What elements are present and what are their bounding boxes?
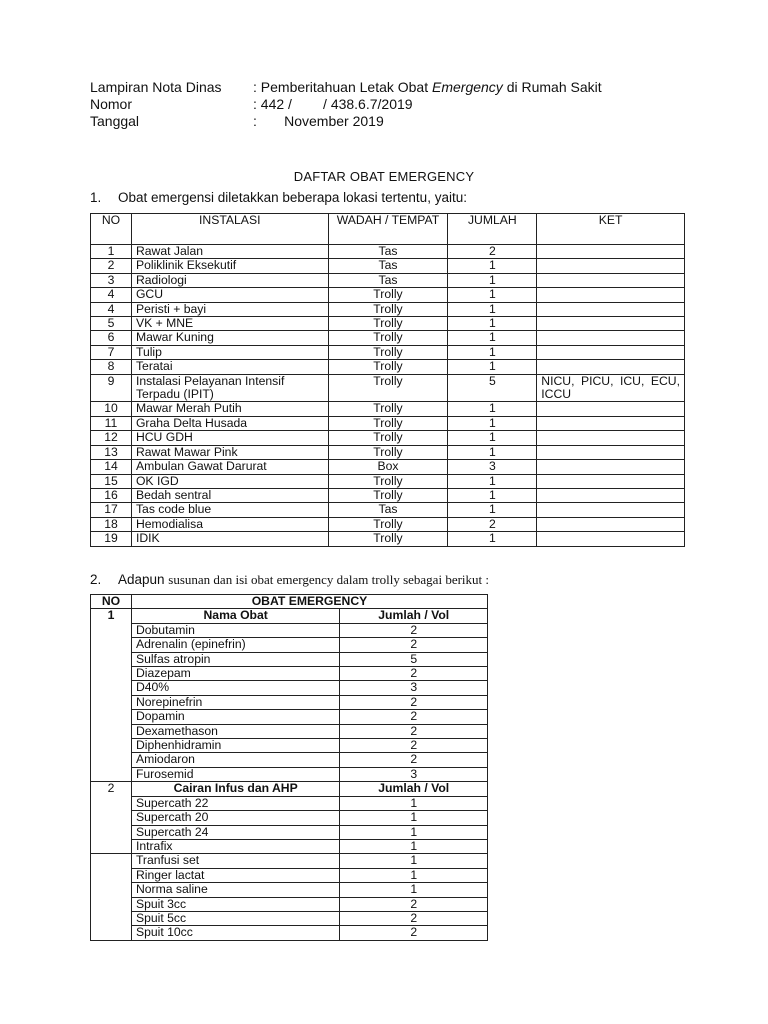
- cell-instalasi: Poliklinik Eksekutif: [131, 259, 328, 273]
- table-row: [91, 374, 685, 402]
- section-2-intro: [90, 572, 489, 588]
- cell-item-qty: 2: [340, 695, 488, 709]
- cell-no: [91, 883, 132, 897]
- cell-ket: [537, 331, 685, 345]
- header-key: Tanggal: [90, 113, 140, 129]
- cell-jumlah: 1: [448, 345, 537, 359]
- cell-wadah: Box: [328, 460, 448, 474]
- cell-item-qty: 1: [340, 854, 488, 868]
- table-row: [91, 431, 685, 445]
- cell-jumlah: 5: [448, 374, 537, 402]
- cell-ket: [537, 302, 685, 316]
- cell-ket: [537, 517, 685, 531]
- cell-wadah: Trolly: [328, 532, 448, 546]
- header-row-nomor: [90, 96, 602, 113]
- cell-no: [91, 638, 132, 652]
- cell-no: [91, 911, 132, 925]
- cell-item-name: Sulfas atropin: [131, 652, 339, 666]
- header-row-tanggal: [90, 113, 602, 130]
- table-row: [91, 897, 488, 911]
- cell-item-qty: 5: [340, 652, 488, 666]
- table-row: [91, 503, 685, 517]
- cell-no: [91, 811, 132, 825]
- cell-item-qty: 2: [340, 623, 488, 637]
- table-row: [91, 868, 488, 882]
- cell-no: 11: [91, 416, 132, 430]
- cell-no: 14: [91, 460, 132, 474]
- cell-no: [91, 724, 132, 738]
- cell-wadah: Trolly: [328, 445, 448, 459]
- cell-wadah: Trolly: [328, 431, 448, 445]
- trolly-contents-table: [90, 594, 488, 941]
- cell-jumlah: 1: [448, 416, 537, 430]
- cell-item-name: Dobutamin: [131, 623, 339, 637]
- section-number: 2.: [90, 572, 102, 587]
- cell-jumlah: 1: [448, 431, 537, 445]
- cell-wadah: Trolly: [328, 317, 448, 331]
- trolly-table-header: [91, 595, 488, 609]
- cell-wadah: Tas: [328, 503, 448, 517]
- cell-item-name: Ringer lactat: [131, 868, 339, 882]
- cell-ket: [537, 488, 685, 502]
- table-row: [91, 839, 488, 853]
- col-header-instalasi: INSTALASI: [131, 214, 328, 245]
- cell-no: 7: [91, 345, 132, 359]
- cell-no: 10: [91, 402, 132, 416]
- cell-no: [91, 623, 132, 637]
- cell-no: [91, 839, 132, 853]
- cell-wadah: Trolly: [328, 302, 448, 316]
- header-value: : 442 / / 438.6.7/2019: [253, 96, 413, 112]
- table-row: [91, 416, 685, 430]
- table-row: [91, 345, 685, 359]
- cell-no: 3: [91, 273, 132, 287]
- cell-item-name: Norepinefrin: [131, 695, 339, 709]
- cell-instalasi: Bedah sentral: [131, 488, 328, 502]
- cell-wadah: Trolly: [328, 374, 448, 402]
- cell-no: [91, 753, 132, 767]
- cell-no: [91, 796, 132, 810]
- cell-ket: [537, 460, 685, 474]
- cell-item-name: Furosemid: [131, 767, 339, 781]
- cell-jumlah: 1: [448, 532, 537, 546]
- col-header-wadah: WADAH / TEMPAT: [328, 214, 448, 245]
- header-value: : November 2019: [253, 113, 384, 129]
- cell-item-qty: 1: [340, 796, 488, 810]
- table-row: [91, 753, 488, 767]
- cell-jumlah: 1: [448, 259, 537, 273]
- section-text: Obat emergensi diletakkan beberapa lokasi tertentu, yaitu:: [118, 190, 467, 205]
- group-col-qty: Jumlah / Vol: [340, 609, 488, 623]
- cell-item-name: Adrenalin (epinefrin): [131, 638, 339, 652]
- cell-item-name: Dopamin: [131, 710, 339, 724]
- cell-jumlah: 1: [448, 317, 537, 331]
- cell-item-name: Tranfusi set: [131, 854, 339, 868]
- cell-instalasi: VK + MNE: [131, 317, 328, 331]
- table-row: [91, 488, 685, 502]
- location-table-header: [91, 214, 685, 245]
- cell-no: [91, 739, 132, 753]
- cell-jumlah: 1: [448, 360, 537, 374]
- cell-wadah: Trolly: [328, 488, 448, 502]
- cell-ket: [537, 503, 685, 517]
- cell-wadah: Trolly: [328, 416, 448, 430]
- cell-no: [91, 652, 132, 666]
- cell-jumlah: 3: [448, 460, 537, 474]
- cell-wadah: Trolly: [328, 402, 448, 416]
- cell-group-no: 2: [91, 782, 132, 796]
- cell-item-name: Spuit 3cc: [131, 897, 339, 911]
- cell-item-qty: 2: [340, 724, 488, 738]
- cell-instalasi: Graha Delta Husada: [131, 416, 328, 430]
- cell-item-name: Amiodaron: [131, 753, 339, 767]
- cell-instalasi: Mawar Kuning: [131, 331, 328, 345]
- cell-no: 4: [91, 288, 132, 302]
- cell-item-name: Diphenhidramin: [131, 739, 339, 753]
- col-header-no: NO: [91, 595, 132, 609]
- table-row: [91, 911, 488, 925]
- cell-item-qty: 2: [340, 926, 488, 940]
- table-row: [91, 767, 488, 781]
- cell-wadah: Trolly: [328, 345, 448, 359]
- group-col-name: Nama Obat: [131, 609, 339, 623]
- cell-ket: [537, 273, 685, 287]
- section-1-intro: [90, 190, 467, 205]
- cell-ket: [537, 445, 685, 459]
- cell-no: [91, 767, 132, 781]
- group-col-qty: Jumlah / Vol: [340, 782, 488, 796]
- cell-ket: [537, 431, 685, 445]
- table-row: [91, 259, 685, 273]
- col-header-jumlah: JUMLAH: [448, 214, 537, 245]
- table-row: [91, 667, 488, 681]
- cell-wadah: Trolly: [328, 288, 448, 302]
- col-header-ket: KET: [537, 214, 685, 245]
- table-row: [91, 245, 685, 259]
- table-row: [91, 460, 685, 474]
- cell-no: [91, 868, 132, 882]
- memo-header: [90, 79, 602, 130]
- cell-ket: [537, 288, 685, 302]
- cell-instalasi: Tulip: [131, 345, 328, 359]
- cell-item-qty: 2: [340, 710, 488, 724]
- cell-ket: [537, 317, 685, 331]
- table-row: [91, 273, 685, 287]
- cell-ket: [537, 345, 685, 359]
- cell-ket: [537, 245, 685, 259]
- cell-ket: [537, 474, 685, 488]
- table-row: [91, 288, 685, 302]
- cell-item-qty: 1: [340, 868, 488, 882]
- document-title: DAFTAR OBAT EMERGENCY: [293, 169, 475, 184]
- cell-item-name: Supercath 24: [131, 825, 339, 839]
- table-row: [91, 445, 685, 459]
- cell-instalasi: Hemodialisa: [131, 517, 328, 531]
- table-row: [91, 811, 488, 825]
- section-text-b: susunan dan isi obat emergency dalam trolly sebagai berikut :: [168, 572, 489, 587]
- cell-jumlah: 1: [448, 273, 537, 287]
- cell-ket: [537, 416, 685, 430]
- cell-wadah: Trolly: [328, 474, 448, 488]
- cell-ket: NICU, PICU, ICU, ECU, ICCU: [537, 374, 685, 402]
- cell-instalasi: IDIK: [131, 532, 328, 546]
- cell-instalasi: HCU GDH: [131, 431, 328, 445]
- table-row: [91, 710, 488, 724]
- table-row: [91, 652, 488, 666]
- cell-no: 12: [91, 431, 132, 445]
- cell-ket: [537, 402, 685, 416]
- cell-no: 13: [91, 445, 132, 459]
- table-row: [91, 681, 488, 695]
- cell-item-qty: 1: [340, 811, 488, 825]
- table-row: [91, 926, 488, 940]
- cell-item-name: Supercath 20: [131, 811, 339, 825]
- cell-item-qty: 2: [340, 739, 488, 753]
- cell-no: 1: [91, 245, 132, 259]
- cell-instalasi: Tas code blue: [131, 503, 328, 517]
- table-row: [91, 532, 685, 546]
- col-header-no: NO: [91, 214, 132, 245]
- table-row: [91, 317, 685, 331]
- cell-instalasi: GCU: [131, 288, 328, 302]
- group-col-name: Cairan Infus dan AHP: [131, 782, 339, 796]
- table-row: [91, 638, 488, 652]
- cell-item-name: D40%: [131, 681, 339, 695]
- table-row: [91, 695, 488, 709]
- header-row-lampiran: [90, 79, 602, 96]
- cell-no: 18: [91, 517, 132, 531]
- table-row: [91, 825, 488, 839]
- table-row: [91, 623, 488, 637]
- cell-no: [91, 695, 132, 709]
- cell-jumlah: 1: [448, 302, 537, 316]
- cell-instalasi: Ambulan Gawat Darurat: [131, 460, 328, 474]
- table-row: [91, 402, 685, 416]
- cell-no: [91, 926, 132, 940]
- cell-no: [91, 681, 132, 695]
- cell-item-name: Supercath 22: [131, 796, 339, 810]
- cell-item-name: Dexamethason: [131, 724, 339, 738]
- cell-jumlah: 1: [448, 331, 537, 345]
- cell-instalasi: Radiologi: [131, 273, 328, 287]
- cell-no: 17: [91, 503, 132, 517]
- cell-instalasi: Mawar Merah Putih: [131, 402, 328, 416]
- cell-no: 2: [91, 259, 132, 273]
- cell-no: 6: [91, 331, 132, 345]
- cell-item-qty: 3: [340, 681, 488, 695]
- cell-jumlah: 2: [448, 517, 537, 531]
- cell-item-qty: 2: [340, 667, 488, 681]
- cell-item-name: Spuit 5cc: [131, 911, 339, 925]
- cell-instalasi: Rawat Mawar Pink: [131, 445, 328, 459]
- cell-item-qty: 1: [340, 839, 488, 853]
- cell-jumlah: 1: [448, 445, 537, 459]
- table-row: [91, 360, 685, 374]
- cell-no: 15: [91, 474, 132, 488]
- table-row: [91, 854, 488, 868]
- cell-ket: [537, 360, 685, 374]
- cell-jumlah: 1: [448, 402, 537, 416]
- header-key: Lampiran Nota Dinas: [90, 79, 222, 95]
- cell-instalasi: Peristi + bayi: [131, 302, 328, 316]
- cell-jumlah: 1: [448, 503, 537, 517]
- cell-item-name: Norma saline: [131, 883, 339, 897]
- cell-no: [91, 854, 132, 868]
- cell-item-qty: 2: [340, 897, 488, 911]
- table-row: [91, 302, 685, 316]
- cell-no: 4: [91, 302, 132, 316]
- cell-no: [91, 710, 132, 724]
- cell-jumlah: 2: [448, 245, 537, 259]
- cell-instalasi: Instalasi Pelayanan Intensif Terpadu (IPIT): [131, 374, 328, 402]
- table-row: [91, 331, 685, 345]
- cell-item-name: Intrafix: [131, 839, 339, 853]
- cell-item-qty: 3: [340, 767, 488, 781]
- cell-wadah: Tas: [328, 273, 448, 287]
- cell-item-qty: 2: [340, 911, 488, 925]
- header-value: : Pemberitahuan Letak Obat Emergency di Rumah Sakit: [253, 79, 602, 95]
- table-row: [91, 517, 685, 531]
- cell-no: 5: [91, 317, 132, 331]
- cell-jumlah: 1: [448, 474, 537, 488]
- section-number: 1.: [90, 190, 102, 205]
- cell-no: 16: [91, 488, 132, 502]
- cell-no: [91, 825, 132, 839]
- header-key: Nomor: [90, 96, 133, 112]
- cell-wadah: Trolly: [328, 517, 448, 531]
- cell-wadah: Tas: [328, 245, 448, 259]
- cell-wadah: Trolly: [328, 360, 448, 374]
- cell-ket: [537, 532, 685, 546]
- cell-item-qty: 1: [340, 825, 488, 839]
- group-header-row: [91, 782, 488, 796]
- cell-jumlah: 1: [448, 488, 537, 502]
- cell-instalasi: OK IGD: [131, 474, 328, 488]
- table-row: [91, 724, 488, 738]
- cell-no: 9: [91, 374, 132, 402]
- cell-jumlah: 1: [448, 288, 537, 302]
- cell-ket: [537, 259, 685, 273]
- cell-instalasi: Rawat Jalan: [131, 245, 328, 259]
- cell-wadah: Tas: [328, 259, 448, 273]
- cell-item-name: Diazepam: [131, 667, 339, 681]
- location-table: [90, 213, 685, 547]
- cell-item-qty: 2: [340, 753, 488, 767]
- col-header-obat-emergency: OBAT EMERGENCY: [131, 595, 487, 609]
- cell-instalasi: Teratai: [131, 360, 328, 374]
- cell-group-no: 1: [91, 609, 132, 623]
- table-row: [91, 739, 488, 753]
- cell-no: [91, 897, 132, 911]
- cell-wadah: Trolly: [328, 331, 448, 345]
- cell-no: [91, 667, 132, 681]
- cell-no: 8: [91, 360, 132, 374]
- section-text-a: Adapun: [118, 572, 169, 587]
- cell-item-qty: 1: [340, 883, 488, 897]
- table-row: [91, 883, 488, 897]
- cell-item-name: Spuit 10cc: [131, 926, 339, 940]
- group-header-row: [91, 609, 488, 623]
- cell-no: 19: [91, 532, 132, 546]
- table-row: [91, 474, 685, 488]
- cell-item-qty: 2: [340, 638, 488, 652]
- table-row: [91, 796, 488, 810]
